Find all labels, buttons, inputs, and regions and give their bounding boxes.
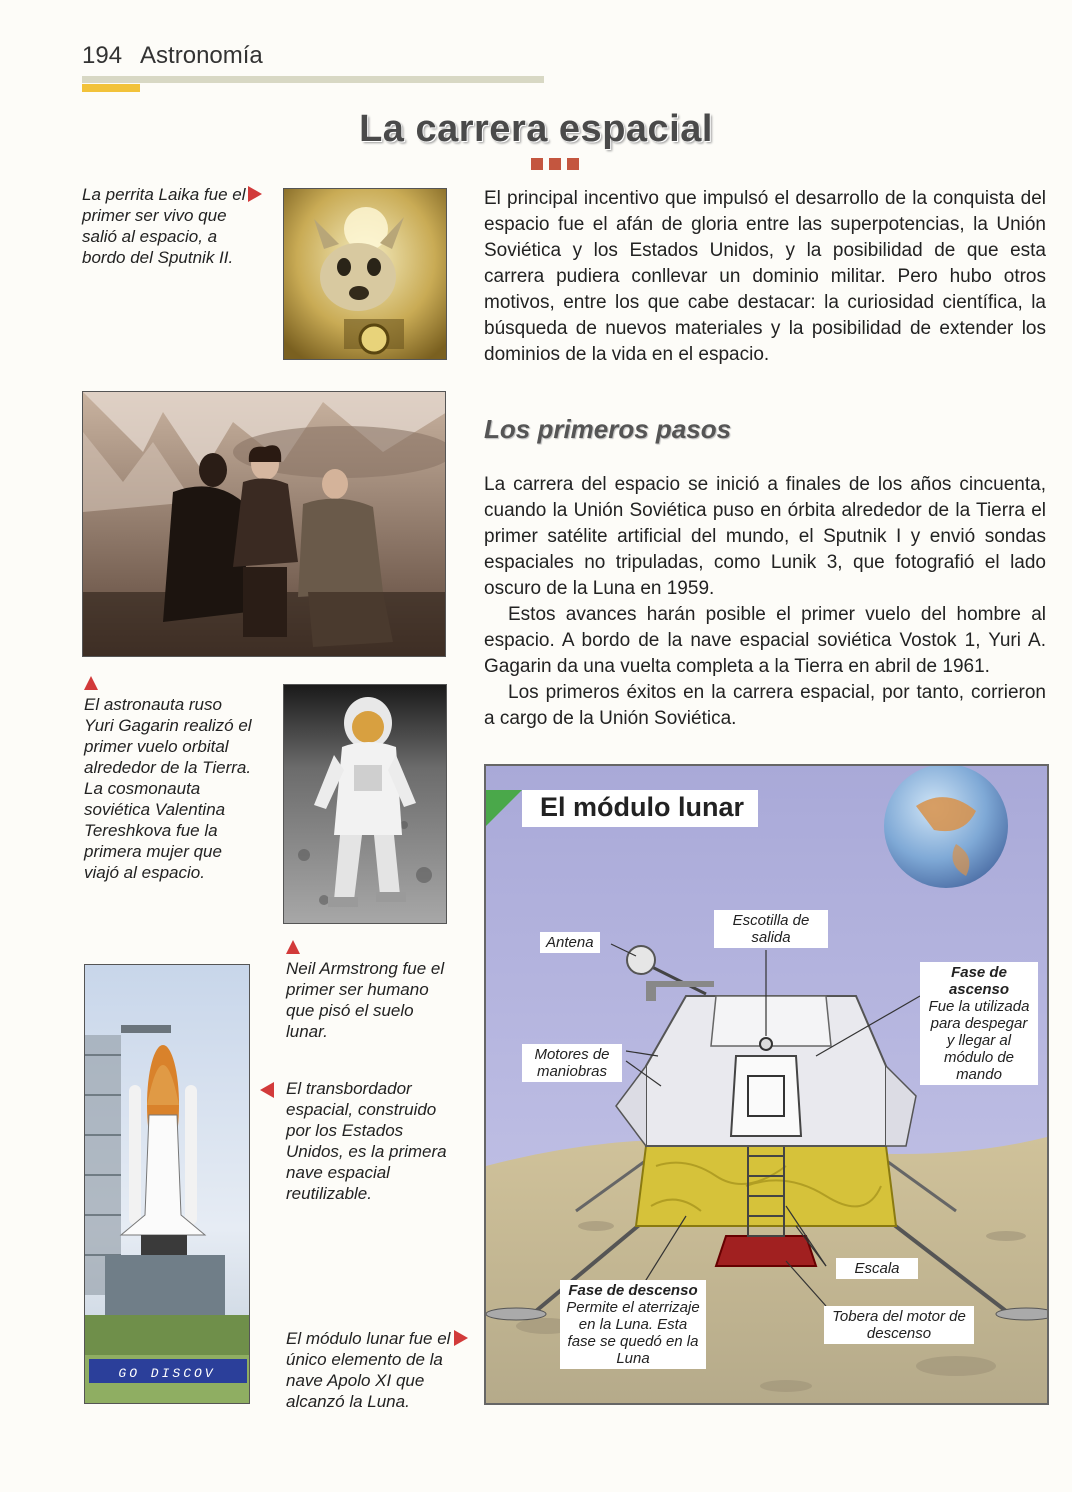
arrow-up-icon <box>84 676 98 690</box>
photo-gagarin-tereshkova <box>82 391 446 657</box>
fase-descenso-text: Permite el aterrizaje en la Luna. Esta fase se quedó en la Luna <box>566 1299 700 1367</box>
fase-ascenso-title: Fase de ascenso <box>948 964 1010 998</box>
subheading: Los primeros pasos <box>484 414 732 444</box>
lunar-module-diagram <box>484 764 1049 1405</box>
intro-paragraph: El principal incentivo que impulsó el desarrollo de la conquista del espacio fue el afán de gloria entre las superpotencias, la Unión Soviética y los Estados Unidos, y la posibilidad de que esta carrera pudiera conllevar un dominio militar. Pero hubo otros motivos, entre los que cabe destacar: la curiosidad científica, la búsqueda de nuevos materiales y la posibilidad de extender los dominios de la vida en el espacio. <box>484 188 1046 365</box>
main-text <box>484 472 1046 732</box>
caption-laika: La perrita Laika fue el primer ser vivo que salió al espacio, a bordo del Sputnik II. <box>82 185 246 267</box>
fase-descenso-title: Fase de descenso <box>568 1282 698 1299</box>
arrow-right-icon <box>454 1330 468 1346</box>
title-accent-triangle <box>486 790 522 826</box>
fase-ascenso-text: Fue la utilizada para despegar y llegar al módulo de mando <box>928 998 1030 1083</box>
photo-shuttle <box>84 964 250 1404</box>
arrow-up-icon <box>286 940 300 954</box>
label-antena: Antena <box>540 932 600 953</box>
page-number: 194 <box>82 42 123 69</box>
caption-gagarin: El astronauta ruso Yuri Gagarin realizó el primer vuelo orbital alrededor de la Tierra. La cosmonauta soviética Valentina Tereshkova fue la primera mujer que viajó al espacio. <box>84 695 252 882</box>
photo-armstrong <box>283 684 447 924</box>
page-title: La carrera espacial <box>359 108 713 150</box>
photo-laika <box>283 188 447 360</box>
header-rule <box>82 76 544 83</box>
paragraph-2: Estos avances harán posible el primer vuelo del hombre al espacio. A bordo de la nave espacial soviética Vostok 1, Yuri A. Gagarin da una vuelta completa a la Tierra en abril de 1961. <box>484 604 1046 677</box>
label-motores: Motores de maniobras <box>522 1044 622 1082</box>
page-header <box>82 42 263 70</box>
label-fase-descenso <box>560 1280 706 1369</box>
caption-armstrong: Neil Armstrong fue el primer ser humano que pisó el suelo lunar. <box>286 959 445 1041</box>
arrow-left-icon <box>260 1082 274 1098</box>
paragraph-1: La carrera del espacio se inició a finales de los años cincuenta, cuando la Unión Soviética puso en órbita alrededor de la Tierra el primer satélite artificial del mundo, el Sputnik I y envió sondas espaciales no tripuladas, como Lunik 3, que fotografió el lado oscuro de la Luna en 1959. <box>484 474 1046 599</box>
label-tobera: Tobera del motor de descenso <box>824 1306 974 1344</box>
caption-shuttle: El transbordador espacial, construido por los Estados Unidos, es la primera nave espacial reutilizable. <box>286 1079 447 1203</box>
label-fase-ascenso <box>920 962 1038 1085</box>
label-escala: Escala <box>836 1258 918 1279</box>
arrow-right-icon <box>248 186 262 202</box>
title-ornament <box>531 158 579 170</box>
caption-lunar-module: El módulo lunar fue el único elemento de la nave Apolo XI que alcanzó la Luna. <box>286 1329 451 1411</box>
paragraph-3: Los primeros éxitos en la carrera espacial, por tanto, corrieron a cargo de la Unión Soviética. <box>484 682 1046 729</box>
section-name: Astronomía <box>140 42 263 69</box>
label-escotilla: Escotilla de salida <box>714 910 828 948</box>
diagram-title: El módulo lunar <box>522 790 758 827</box>
header-accent-bar <box>82 84 140 92</box>
shuttle-banner: GO DISCOV <box>118 1366 216 1381</box>
